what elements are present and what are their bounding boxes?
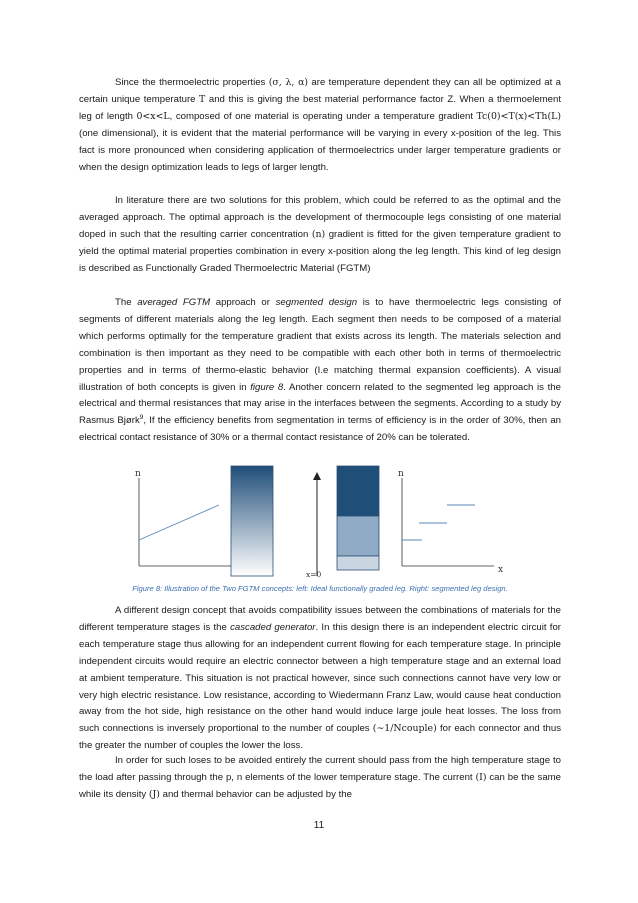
page-number: 11: [313, 820, 325, 831]
left-graded-line: [139, 505, 219, 540]
left-y-label: n: [135, 469, 141, 479]
paragraph-5: In order for such loses to be avoided entirely the current should pass from the high temperature stage to the load after passing through the p, n elements of the lower temperature stage. The current (I) can be the same while its density (J) and thermal behavior can be adjusted by the: [79, 755, 561, 800]
right-y-label: n: [398, 469, 404, 479]
figure-8: [79, 458, 561, 580]
center-axis-arrowhead: [313, 472, 321, 480]
figure-8-illustration: [79, 458, 561, 580]
paragraph-1: Since the thermoelectric properties (σ, λ, α) are temperature dependent they can all be optimized at a certain unique temperature T and this is giving the best material performance factor Z. When a thermoelement leg of length 0<x<L, composed of one material is operating under a temperature gradient Tc(0)<T(x)<Th(L) (one dimensional), it is evident that the material performance will be varying in every x-position of the leg. This fact is more pronounced when considering application of thermoelectrics under larger temperature gradients or when the design optimization leads to legs of larger length.: [79, 77, 562, 173]
segment-bottom: [337, 556, 379, 570]
figure-caption: Figure 8: Illustration of the Two FGTM concepts: left: Ideal functionally graded leg. Right: segmented leg design.: [132, 584, 508, 593]
right-x-label: x: [498, 565, 504, 575]
segment-top: [337, 466, 379, 516]
paragraph-2: In literature there are two solutions for this problem, which could be referred to as the optimal and the averaged approach. The optimal approach is the development of thermocouple legs consisting of one material doped in such that the resulting carrier concentration (n) gradient is fitted for the given temperature gradient to yield the optimal material properties combination in every x-position along the leg length. This kind of leg design is described as Functionally Graded Thermoelectric Material (FGTM): [79, 195, 562, 274]
segment-middle: [337, 516, 379, 556]
paragraph-3: The averaged FGTM approach or segmented design is to have thermoelectric legs consisting of segments of different materials along the leg length. Each segment then needs to be composed of a material which performs optimally for the temperature gradient that exists across its length. The materials selection and combination is then important as they need to be compatible with each other both in terms of thermoelectric properties and in terms of thermo-elastic behavior (I.e matching thermal expansion coefficients). A visual illustration of both concepts is given in figure 8. Another concern related to the segmented leg approach is the electrical and thermal resistances that may arise in the interfaces between the segments. According to a study by Rasmus Bjørk$^9$, If the efficiency benefits from segmentation in terms of efficiency is in the order of 30%, then an electrical contact resistance of 30% or a thermal contact resistance of 20% can be tolerated.: [79, 297, 561, 444]
paragraph-4: A different design concept that avoids compatibility issues between the combinations of materials for the different temperature stages is the cascaded generator. In this design there is an independent electric circuit for each temperature stage thus allowing for an independent current flowing for each temperature stage. In principle independent circuits would require an electric connector between a high temperature stage and an external load at ambient temperature. This situation is not practical however, since such connections cannot have very low or very high electric resistance. Low resistance, according to Wiedermann Franz Law, would cause heat conduction away from the hot side, high resistance on the other hand would induce large joule heat losses. The loss from such connections is inversely proportional to the number of couples (∼1/Ncouple) for each connector and thus the greater the number of couples the lower the loss.: [79, 605, 561, 752]
graded-leg: [231, 466, 273, 576]
center-x-label: x=0: [306, 570, 322, 579]
